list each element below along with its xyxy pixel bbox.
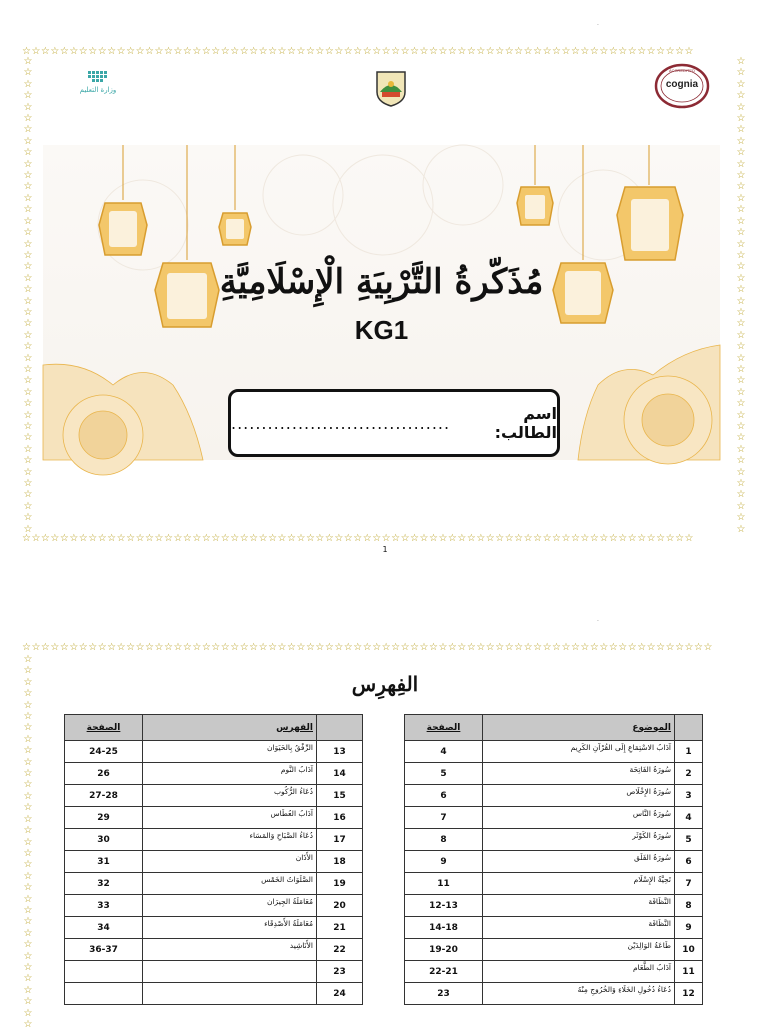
- table-row: [65, 785, 363, 807]
- star-border-right: ☆☆☆☆☆☆☆☆☆☆☆☆☆☆☆☆☆☆☆☆☆☆☆☆☆☆☆☆☆☆☆☆☆☆☆☆☆☆☆☆☆☆: [736, 56, 746, 535]
- row-number: 6: [675, 851, 703, 873]
- row-page: [65, 983, 143, 1005]
- table-row: [405, 829, 703, 851]
- header-topic: الفهرس: [143, 715, 317, 741]
- table-row: [405, 873, 703, 895]
- star-border-top: ☆☆☆☆☆☆☆☆☆☆☆☆☆☆☆☆☆☆☆☆☆☆☆☆☆☆☆☆☆☆☆☆☆☆☆☆☆☆☆☆☆☆☆☆☆☆☆☆☆☆☆☆☆☆☆☆☆☆☆☆☆☆☆☆☆☆☆☆☆☆☆: [22, 46, 695, 57]
- row-number: 4: [675, 807, 703, 829]
- table-row: [65, 741, 363, 763]
- row-number: 24: [317, 983, 363, 1005]
- table-row: [405, 785, 703, 807]
- row-page: 27-28: [65, 785, 143, 807]
- row-page: 9: [405, 851, 483, 873]
- table-row: [405, 741, 703, 763]
- row-number: 10: [675, 939, 703, 961]
- table-row: [65, 873, 363, 895]
- row-topic: آدَابُ الطَّعَام: [483, 961, 675, 983]
- row-page: 23: [405, 983, 483, 1005]
- row-number: 20: [317, 895, 363, 917]
- student-name-box: [228, 389, 560, 457]
- row-page: 8: [405, 829, 483, 851]
- row-number: 2: [675, 763, 703, 785]
- star-border-top-page2: ☆☆☆☆☆☆☆☆☆☆☆☆☆☆☆☆☆☆☆☆☆☆☆☆☆☆☆☆☆☆☆☆☆☆☆☆☆☆☆☆☆☆☆☆☆☆☆☆☆☆☆☆☆☆☆☆☆☆☆☆☆☆☆☆☆☆☆☆☆☆☆☆☆: [22, 642, 713, 653]
- index-title: الفِهرِس: [351, 672, 419, 696]
- row-page: 7: [405, 807, 483, 829]
- row-topic: سُورَةُ الفَلَق: [483, 851, 675, 873]
- table-header-row: [405, 715, 703, 741]
- table-row: [65, 829, 363, 851]
- row-topic: الأَذَان: [143, 851, 317, 873]
- table-row: [405, 763, 703, 785]
- row-topic: طَاعَةُ الوَالِدَيْن: [483, 939, 675, 961]
- index-table-right: [404, 714, 703, 1005]
- table-row: [65, 961, 363, 983]
- school-crest-logo: [374, 68, 408, 108]
- star-border-left: ☆☆☆☆☆☆☆☆☆☆☆☆☆☆☆☆☆☆☆☆☆☆☆☆☆☆☆☆☆☆☆☆☆☆☆☆☆☆☆☆☆☆: [23, 56, 33, 535]
- star-border-bottom: ☆☆☆☆☆☆☆☆☆☆☆☆☆☆☆☆☆☆☆☆☆☆☆☆☆☆☆☆☆☆☆☆☆☆☆☆☆☆☆☆☆☆☆☆☆☆☆☆☆☆☆☆☆☆☆☆☆☆☆☆☆☆☆☆☆☆☆☆☆☆☆: [22, 533, 695, 544]
- row-number: 13: [317, 741, 363, 763]
- header-number: [675, 715, 703, 741]
- table-row: [405, 895, 703, 917]
- student-name-label: اسم الطالب:: [494, 404, 557, 442]
- row-number: 16: [317, 807, 363, 829]
- second-page-tick-mark: ·: [597, 618, 599, 625]
- row-number: 17: [317, 829, 363, 851]
- row-number: 18: [317, 851, 363, 873]
- row-page: 22-21: [405, 961, 483, 983]
- table-row: [405, 807, 703, 829]
- row-number: 22: [317, 939, 363, 961]
- row-number: 21: [317, 917, 363, 939]
- top-tick-mark: ·: [597, 22, 599, 29]
- row-topic: [143, 983, 317, 1005]
- row-topic: آدَابُ العُطَاس: [143, 807, 317, 829]
- table-row: [405, 851, 703, 873]
- row-page: 36-37: [65, 939, 143, 961]
- cognia-accredited-seal: [654, 64, 710, 108]
- row-topic: النَّظَافَة: [483, 895, 675, 917]
- row-number: 9: [675, 917, 703, 939]
- header-page: الصفحة: [405, 715, 483, 741]
- row-number: 19: [317, 873, 363, 895]
- row-topic: دُعَاءُ الرُّكُوب: [143, 785, 317, 807]
- row-topic: سُورَةُ الإِخْلَاص: [483, 785, 675, 807]
- row-topic: [143, 961, 317, 983]
- ministry-of-education-logo: [66, 68, 130, 106]
- row-page: 11: [405, 873, 483, 895]
- row-topic: آدَابُ الاسْتِمَاعِ إِلَى القُرْآنِ الكَرِيم: [483, 741, 675, 763]
- table-row: [65, 895, 363, 917]
- index-table-left: [64, 714, 363, 1005]
- table-row: [65, 917, 363, 939]
- row-topic: سُورَةُ الكَوْثَر: [483, 829, 675, 851]
- table-row: [405, 983, 703, 1005]
- page-number: 1: [382, 545, 388, 554]
- cognia-text: cognia: [665, 79, 699, 90]
- row-number: 1: [675, 741, 703, 763]
- row-number: 12: [675, 983, 703, 1005]
- table-row: [65, 763, 363, 785]
- row-page: 6: [405, 785, 483, 807]
- row-page: 19-20: [405, 939, 483, 961]
- row-page: 12-13: [405, 895, 483, 917]
- row-page: [65, 961, 143, 983]
- row-topic: سُورَةُ الفَاتِحَة: [483, 763, 675, 785]
- table-row: [65, 851, 363, 873]
- table-row: [65, 983, 363, 1005]
- row-topic: سُورَةُ النَّاس: [483, 807, 675, 829]
- notebook-title: مُذَكّرةُ التَّرْبِيَةِ الْإِسْلَامِيَّةِ: [219, 262, 544, 302]
- row-number: 15: [317, 785, 363, 807]
- star-border-left-page2: ☆☆☆☆☆☆☆☆☆☆☆☆☆☆☆☆☆☆☆☆☆☆☆☆☆☆☆☆☆☆☆☆☆: [23, 654, 33, 1030]
- header-page: الصفحة: [65, 715, 143, 741]
- row-topic: آدَابُ النَّوم: [143, 763, 317, 785]
- row-number: 5: [675, 829, 703, 851]
- table-header-row: [65, 715, 363, 741]
- table-row: [65, 939, 363, 961]
- row-topic: مُعَامَلَةُ الجِيرَان: [143, 895, 317, 917]
- row-page: 33: [65, 895, 143, 917]
- row-topic: مُعَامَلَةُ الأَصْدِقَاء: [143, 917, 317, 939]
- row-topic: الرِّفْقُ بِالحَيَوَان: [143, 741, 317, 763]
- row-page: 34: [65, 917, 143, 939]
- row-topic: دُعَاءُ الصَّبَاحِ وَالمَسَاء: [143, 829, 317, 851]
- row-topic: الصَّلَوَاتُ الخَمْس: [143, 873, 317, 895]
- row-topic: دُعَاءُ دُخُولِ الخَلَاءِ وَالخُرُوجِ مِنْهُ: [483, 983, 675, 1005]
- row-page: 24-25: [65, 741, 143, 763]
- row-page: 30: [65, 829, 143, 851]
- row-number: 23: [317, 961, 363, 983]
- table-row: [405, 917, 703, 939]
- table-row: [65, 807, 363, 829]
- row-number: 7: [675, 873, 703, 895]
- table-row: [405, 939, 703, 961]
- row-topic: الأَنَاشِيد: [143, 939, 317, 961]
- row-page: 26: [65, 763, 143, 785]
- table-row: [405, 961, 703, 983]
- grade-label: KG1: [354, 315, 409, 345]
- row-page: 5: [405, 763, 483, 785]
- ministry-logo-text: وزارة التعليم: [79, 86, 117, 94]
- row-number: 14: [317, 763, 363, 785]
- row-number: 3: [675, 785, 703, 807]
- row-number: 11: [675, 961, 703, 983]
- row-page: 29: [65, 807, 143, 829]
- header-topic: الموضوع: [483, 715, 675, 741]
- row-topic: تَحِيَّةُ الإِسْلَام: [483, 873, 675, 895]
- row-page: 32: [65, 873, 143, 895]
- row-number: 8: [675, 895, 703, 917]
- header-number: [317, 715, 363, 741]
- row-page: 4: [405, 741, 483, 763]
- row-topic: النَّظَافَة: [483, 917, 675, 939]
- row-page: 14-18: [405, 917, 483, 939]
- row-page: 31: [65, 851, 143, 873]
- student-name-field[interactable]: ....................................: [231, 413, 451, 433]
- cognia-ring-text: ACCREDITED: [668, 68, 695, 73]
